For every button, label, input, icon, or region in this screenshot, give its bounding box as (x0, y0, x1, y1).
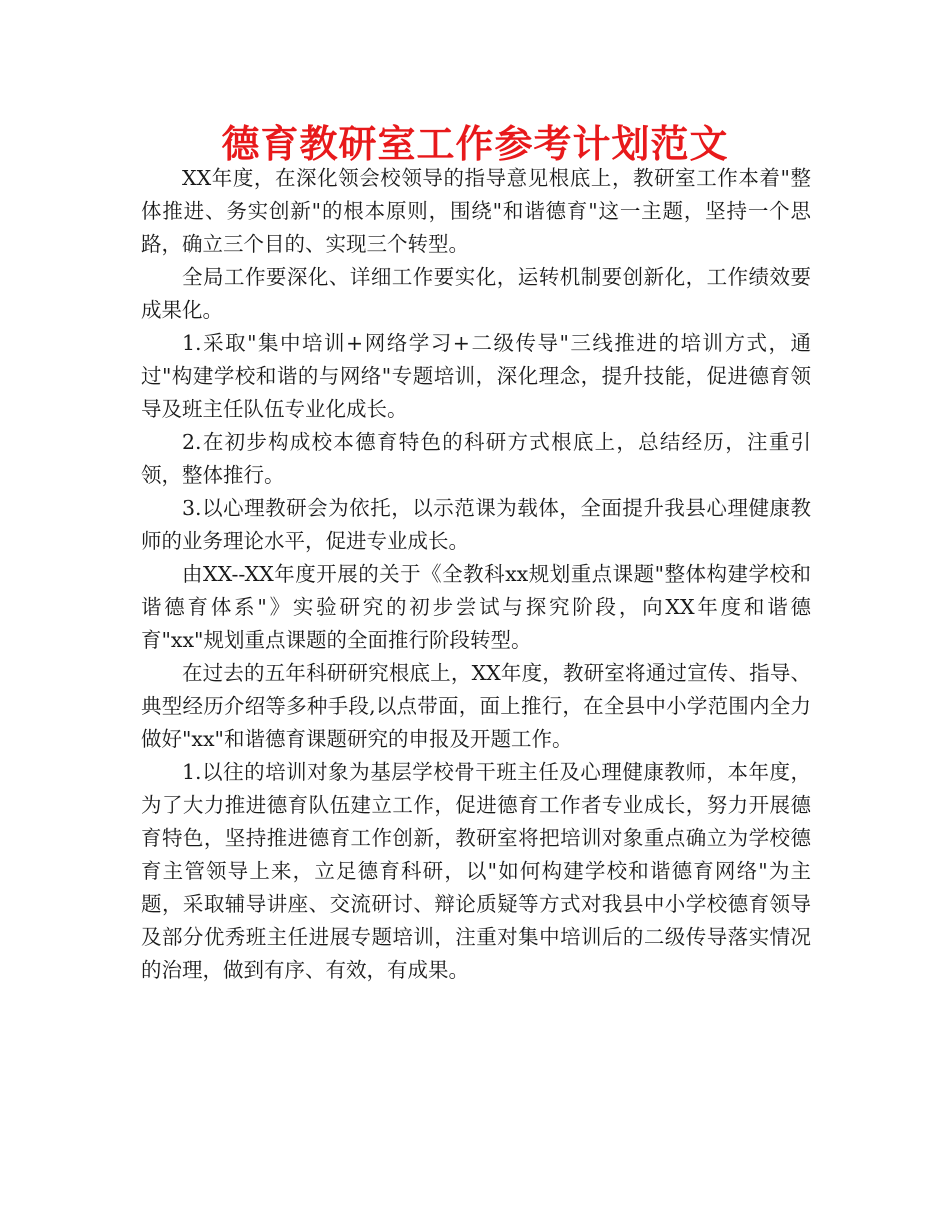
paragraph-1: XX年度，在深化领会校领导的指导意见根底上，教研室工作本着"整体推进、务实创新"的根本原则，围绕"和谐德育"这一主题，坚持一个思路，确立三个目的、实现三个转型。 (141, 166, 811, 256)
paragraph-3: 1.采取"集中培训+网络学习+二级传导"三线推进的培训方式，通过"构建学校和谐的与网络"专题培训，深化理念，提升技能，促进德育领导及班主任队伍专业化成长。 (141, 331, 811, 421)
paragraph-2: 全局工作要深化、详细工作要实化，运转机制要创新化，工作绩效要成果化。 (141, 265, 811, 322)
paragraph-4: 2.在初步构成校本德育特色的科研方式根底上，总结经历，注重引领，整体推行。 (141, 430, 811, 487)
document-title: 德育教研室工作参考计划范文 (221, 122, 729, 166)
document-body (141, 162, 811, 987)
paragraph-6: 由XX--XX年度开展的关于《全教科xx规划重点课题"整体构建学校和谐德育体系"》实验研究的初步尝试与探究阶段，向XX年度和谐德育"xx"规划重点课题的全面推行阶段转型。 (141, 562, 811, 652)
paragraph-7: 在过去的五年科研研究根底上，XX年度，教研室将通过宣传、指导、典型经历介绍等多种手段,以点带面，面上推行，在全县中小学范围内全力做好"xx"和谐德育课题研究的申报及开题工作。 (141, 661, 811, 751)
paragraph-8: 1.以往的培训对象为基层学校骨干班主任及心理健康教师，本年度，为了大力推进德育队伍建立工作，促进德育工作者专业成长，努力开展德育特色，坚持推进德育工作创新，教研室将把培训对象重点确立为学校德育主管领导上来，立足德育科研，以"如何构建学校和谐德育网络"为主题，采取辅导讲座、交流研讨、辩论质疑等方式对我县中小学校德育领导及部分优秀班主任进展专题培训，注重对集中培训后的二级传导落实情况的治理，做到有序、有效，有成果。 (141, 760, 811, 982)
paragraph-5: 3.以心理教研会为依托，以示范课为载体，全面提升我县心理健康教师的业务理论水平，促进专业成长。 (141, 496, 811, 553)
